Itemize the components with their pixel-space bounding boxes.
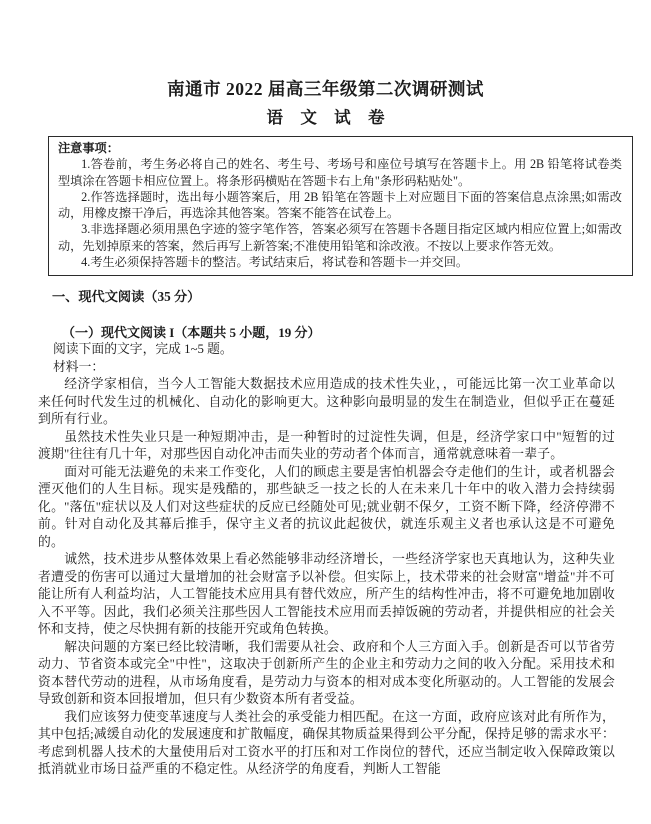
notice-item: 3.非选择题必须用黑色字迹的签字笔作答，答案必须写在答题卡各题目指定区域内相应位置上;如需改动，先划掉原来的答案，然后再写上新答案;不准使用铅笔和涂改液。不按以上要求作答无效。 xyxy=(58,222,622,253)
section-heading: 一、现代文阅读（35 分） xyxy=(52,289,201,305)
reading-instruction: 阅读下面的文字，完成 1~5 题。 xyxy=(53,342,233,357)
paper-title: 南通市 2022 届高三年级第二次调研测试 xyxy=(167,79,484,99)
notice-heading: 注意事项： xyxy=(58,141,119,155)
material-paragraph-list xyxy=(38,376,615,779)
notice-item-list xyxy=(58,156,622,270)
notice-box xyxy=(48,136,633,276)
material-paragraph: 经济学家相信，当今人工智能大数据技术应用造成的技术性失业，，可能远比第一次工业革命以来任何时代发生过的机械化、自动化的影响更大。这种影向最明显的发生在制造业，但似乎正在蔓延到所有行业。 xyxy=(38,377,615,427)
subsection-heading: （一）现代文阅读 I（本题共 5 小题，19 分） xyxy=(62,324,321,340)
material-paragraph: 面对可能无法避免的未来工作变化，人们的顾虑主要是害怕机器会夺走他们的生计，或者机器会湮灭他们的人生目标。现实是残酷的，那些缺乏一技之长的人在未来几十年中的收入潜力会持续弱化。"落伍"症状以及人们对这些症状的反应已经随处可见;就业朝不保夕，工资不断下降，经济停滞不前。针对自动化及其幕后推手，保守主义者的抗议此起彼伏，就连乐观主义者也承认这是不可避免的。 xyxy=(38,464,615,549)
paper-body xyxy=(38,288,615,779)
material-label: 材料一： xyxy=(53,359,105,374)
material-paragraph: 我们应该努力使变革速度与人类社会的承受能力相匹配。在这一方面，政府应该对此有所作为，其中包括;减缓自动化的发展速度和扩散幅度，确保其物质益果得到公平分配，保持足够的需求水平：考虑到机器人技术的大量使用后对工资水平的打压和对工作岗位的替代，还应当制定收入保障政策以抵消就业市场日益严重的不稳定性。从经济学的角度看，判断人工智能 xyxy=(38,709,615,777)
notice-item: 1.答卷前，考生务必将自己的姓名、考生号、考场号和座位号填写在答题卡上。用 2B 铅笔将试卷类型填涂在答题卡相应位置上。将条形码横贴在答题卡右上角"条形码粘贴处"。 xyxy=(58,157,622,188)
notice-item: 4.考生必须保持答题卡的整洁。考试结束后，将试卷和答题卡一并交回。 xyxy=(81,255,469,270)
material-paragraph: 解决问题的方案已经比较清晰，我们需要从社会、政府和个人三方面入手。创新是否可以节省劳动力、节省资本或完全"中性"，这取决于创新所产生的企业主和劳动力之间的收入分配。采用技术和资本替代劳动的进程，从市场角度看，是劳动力与资本的相对成本变化所驱动的。人工智能的发展会导致创新和资本回报增加，但只有少数资本所有者受益。 xyxy=(38,639,615,707)
notice-item: 2.作答选择题时，选出每小题答案后，用 2B 铅笔在答题卡上对应题目下面的答案信息点涂黑;如需改动，用橡皮擦干净后，再选涂其他答案。答案不能答在试卷上。 xyxy=(58,189,622,221)
paper-subtitle: 语文试卷 xyxy=(266,108,402,127)
material-paragraph: 虽然技术性失业只是一种短期冲击，是一种暂时的过淀性失调，但是，经济学家口中"短暂的过渡期"往往有几十年，对那些因自动化冲击而失业的劳动者个体而言，通常就意味着一辈子。 xyxy=(38,429,615,462)
material-paragraph: 诚然，技术进步从整体效果上看必然能够非动经济增长，一些经济学家也天真地认为，这种失业者遭受的伤害可以通过大量增加的社会财富予以补偿。但实际上，技术带来的社会财富"增益"并不可能让所有人利益均沾，人工智能技术应用具有替代效应，所产生的结构性冲击，将不可避免地加剧收入不平等。因此，我们必须关注那些因人工智能技术应用而丢掉饭碗的劳动者，并提供相应的社会关怀和支持，使之尽快拥有新的技能开究或角色转换。 xyxy=(38,552,615,637)
